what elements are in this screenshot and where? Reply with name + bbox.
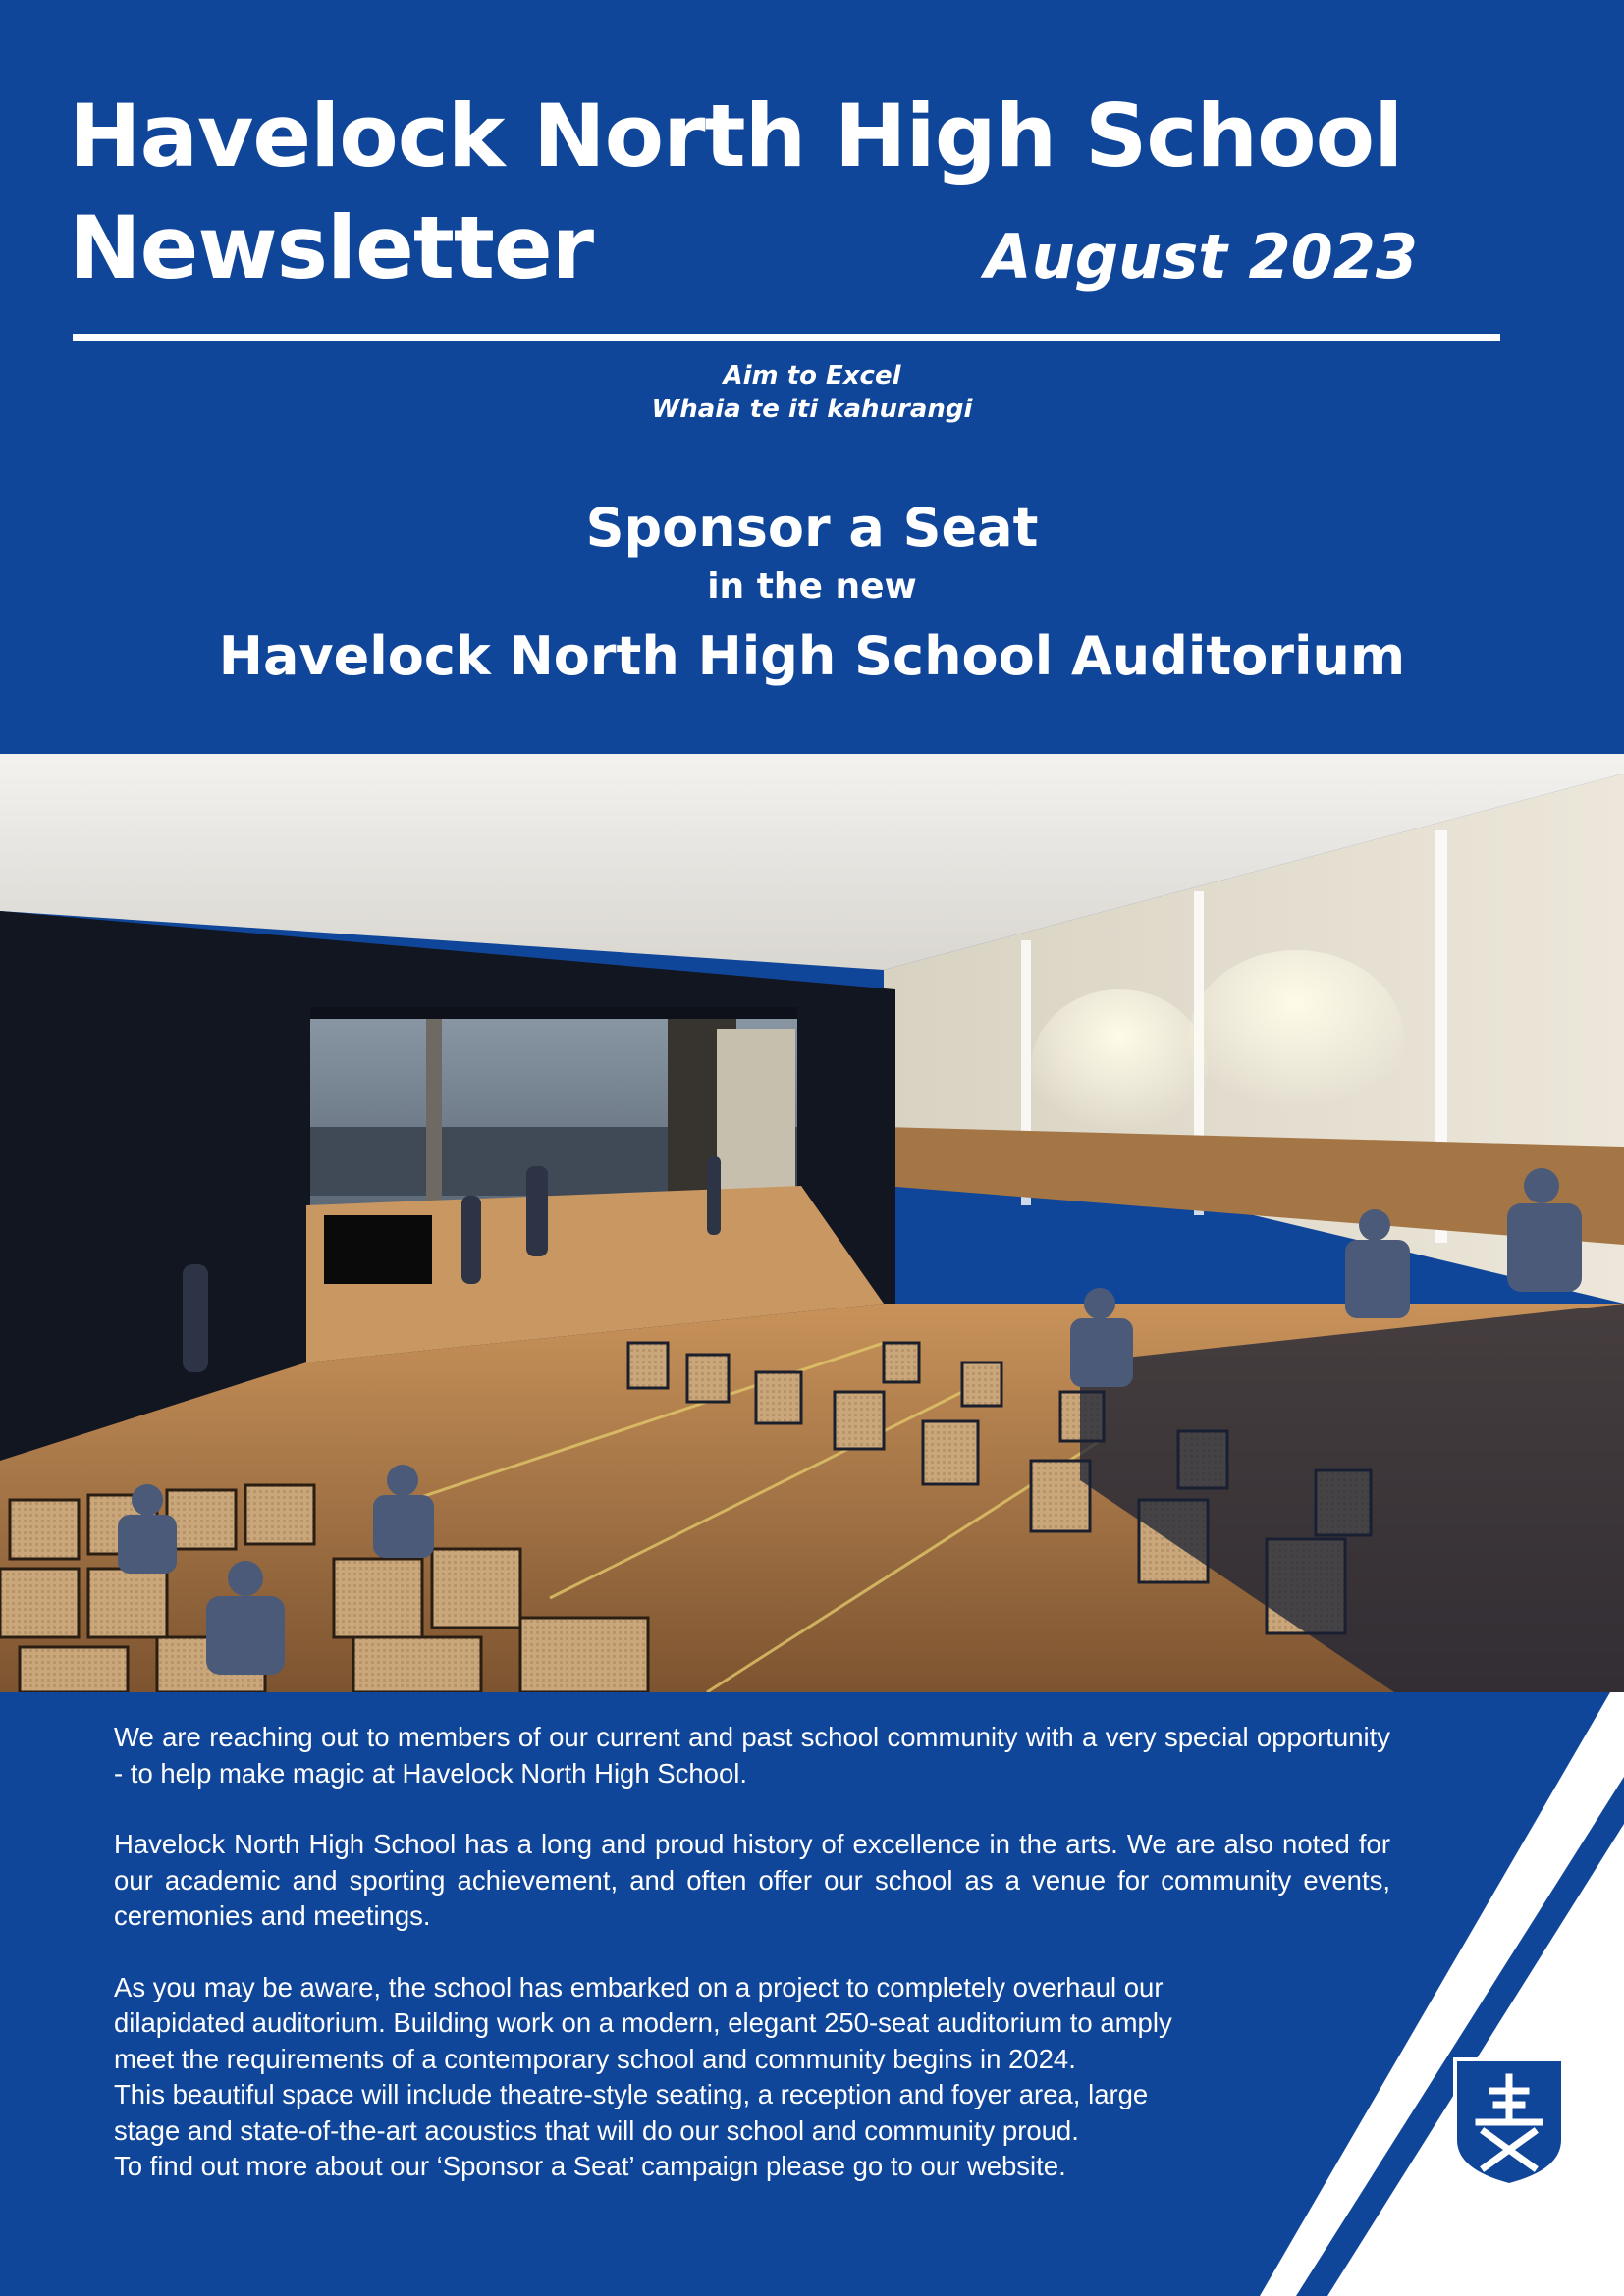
body-paragraph-3-line: This beautiful space will include theatre-style seating, a reception and foyer area, large: [114, 2079, 1149, 2109]
body-paragraph-3-line: meet the requirements of a contemporary school and community begins in 2024.: [114, 2043, 1076, 2074]
sponsor-venue: Havelock North High School Auditorium: [218, 625, 1406, 687]
sponsor-subtitle: in the new: [707, 566, 917, 607]
sponsor-title: Sponsor a Seat: [585, 497, 1039, 559]
body-paragraph-3-line: As you may be aware, the school has embarked on a project to completely overhaul our: [114, 1971, 1164, 2002]
motto-english: Aim to Excel: [723, 361, 901, 391]
title-line-1: Havelock North High School: [69, 85, 1403, 187]
body-paragraph-2: Havelock North High School has a long and proud history of excellence in the arts. We are also noted for our academic and sporting achievement, and often offer our school as a venue for community events, ceremonies and meetings.: [114, 1829, 1390, 1931]
body-paragraph-3-line: To find out more about our ‘Sponsor a Seat’ campaign please go to our website.: [114, 2151, 1066, 2181]
body-paragraph-3-line: stage and state-of-the-art acoustics that will do our school and community proud.: [114, 2114, 1079, 2146]
title-line-2: Newsletter: [69, 197, 594, 298]
motto-maori: Whaia te iti kahurangi: [651, 395, 973, 424]
school-crest-icon: [1451, 2056, 1567, 2189]
issue-date: August 2023: [984, 221, 1418, 293]
body-paragraph-3-line: dilapidated auditorium. Building work on a modern, elegant 250-seat auditorium to amply: [114, 2007, 1172, 2038]
body-paragraph-1: We are reaching out to members of our current and past school community with a very special opportunity - to help make magic at Havelock North High School.: [114, 1722, 1390, 1789]
